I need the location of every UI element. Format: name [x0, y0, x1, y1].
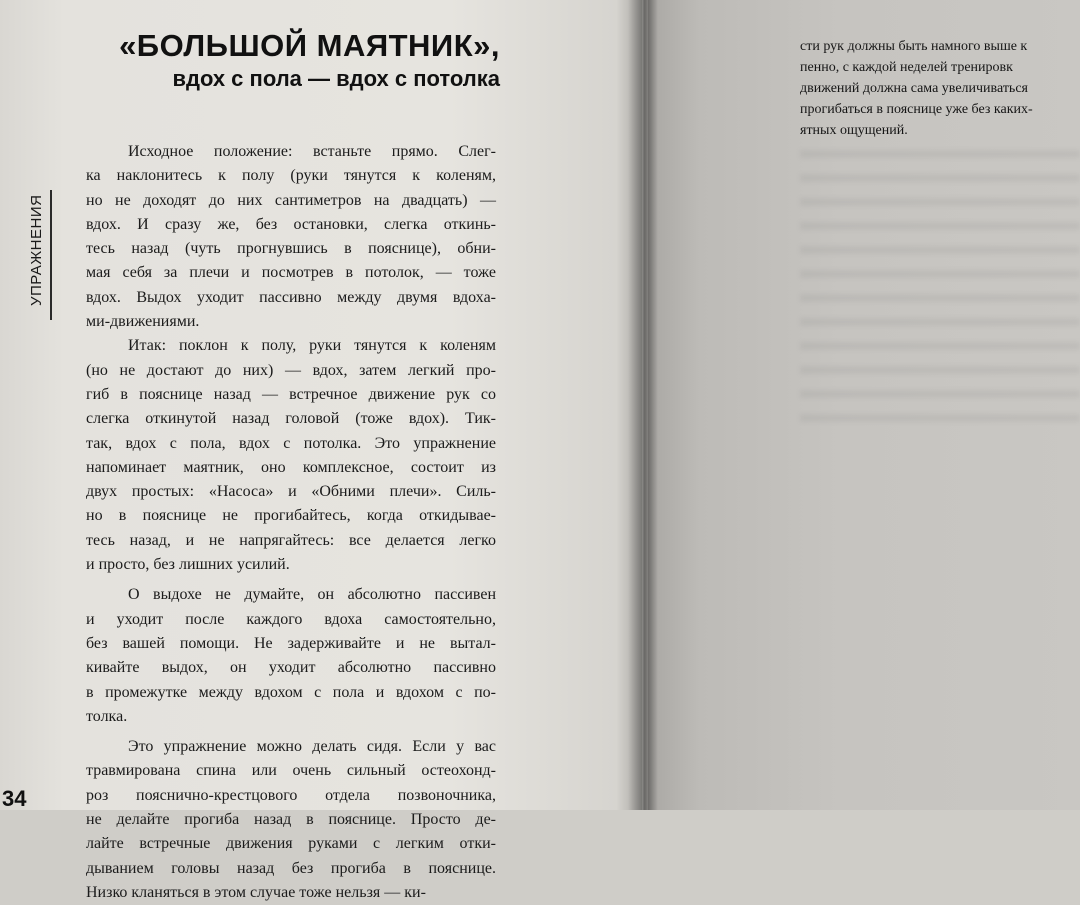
paragraph — [86, 334, 496, 577]
text-line: роз пояснично-крестцового отдела позвоночника, — [86, 786, 496, 804]
text-line: без вашей помощи. Не задерживайте и не вытал- — [86, 634, 496, 652]
paragraph — [86, 583, 496, 729]
text-line: толка. — [86, 707, 128, 725]
page-number: 34 — [2, 786, 27, 811]
right-text-line: прогибаться в пояснице уже без каких- — [800, 102, 1033, 117]
text-line: в промежутке между вдохом с пола и вдохом с по- — [86, 683, 496, 701]
text-line: но не доходят до них сантиметров на двадцать) — — [86, 191, 496, 209]
paragraph — [86, 140, 496, 334]
text-line: лайте встречные движения руками с легким отки- — [86, 835, 496, 853]
text-line: О выдохе не думайте, он абсолютно пассивен — [128, 586, 496, 604]
right-text-line: сти рук должны быть намного выше к — [800, 39, 1028, 54]
paragraph — [86, 735, 496, 905]
text-line: так, вдох с пола, вдох с потолка. Это упражнение — [86, 434, 496, 452]
text-line: слегка откинутой назад головой (тоже вдох). Тик- — [86, 410, 496, 428]
right-text-line: ятных ощущений. — [800, 123, 908, 138]
title-line-1: «БОЛЬШОЙ МАЯТНИК», — [119, 28, 500, 63]
text-line: гиб в пояснице назад — встречное движение рук со — [86, 385, 496, 403]
right-text-line: пенно, с каждой неделей тренировк — [800, 60, 1013, 75]
text-line: ми-движениями. — [86, 313, 200, 331]
right-page-text — [800, 36, 1080, 141]
text-line: мая себя за плечи и посмотрев в потолок, — тоже — [86, 264, 496, 282]
text-line: Это упражнение можно делать сидя. Если у вас — [128, 738, 496, 756]
text-line: тесь назад (чуть прогнувшись в пояснице), обни- — [86, 240, 496, 258]
section-label — [28, 196, 46, 306]
text-line: ка наклонитесь к полу (руки тянутся к коленям, — [86, 167, 496, 185]
body-text — [86, 140, 496, 905]
text-line: (но не достают до них) — вдох, затем легкий про- — [86, 361, 496, 379]
text-line: Итак: поклон к полу, руки тянутся к коленям — [128, 337, 496, 355]
book-gutter — [628, 0, 658, 810]
text-line: напоминает маятник, оно комплексное, состоит из — [86, 458, 496, 476]
right-page-bleed-through — [800, 150, 1080, 430]
right-text-line: движений должна сама увеличиваться — [800, 81, 1028, 96]
section-label-text: УПРАЖНЕНИЯ — [28, 194, 45, 306]
text-line: тесь назад, и не напрягайтесь: все делается легко — [86, 531, 496, 549]
text-line: Исходное положение: встаньте прямо. Слег- — [128, 143, 496, 160]
text-line: вдох. И сразу же, без остановки, слегка откинь- — [86, 215, 496, 233]
text-line: и уходит после каждого вдоха самостоятельно, — [86, 610, 496, 628]
exercise-title — [100, 28, 500, 94]
text-line: травмирована спина или очень сильный остеохонд- — [86, 762, 496, 780]
text-line: Низко кланяться в этом случае тоже нельзя — ки- — [86, 883, 426, 901]
text-line: и просто, без лишних усилий. — [86, 556, 290, 574]
text-line: двух простых: «Насоса» и «Обними плечи». Силь- — [86, 483, 496, 501]
text-line: кивайте выдох, он уходит абсолютно пассивно — [86, 659, 496, 677]
section-rule — [50, 190, 52, 320]
text-line: но в пояснице не прогибайтесь, когда откидывае- — [86, 507, 496, 525]
title-line-2: вдох с пола — вдох с потолка — [172, 66, 500, 91]
text-line: дыванием головы назад без прогиба в пояснице. — [86, 859, 496, 877]
text-line: не делайте прогиба назад в пояснице. Просто де- — [86, 811, 496, 829]
text-line: вдох. Выдох уходит пассивно между двумя вдоха- — [86, 288, 496, 306]
